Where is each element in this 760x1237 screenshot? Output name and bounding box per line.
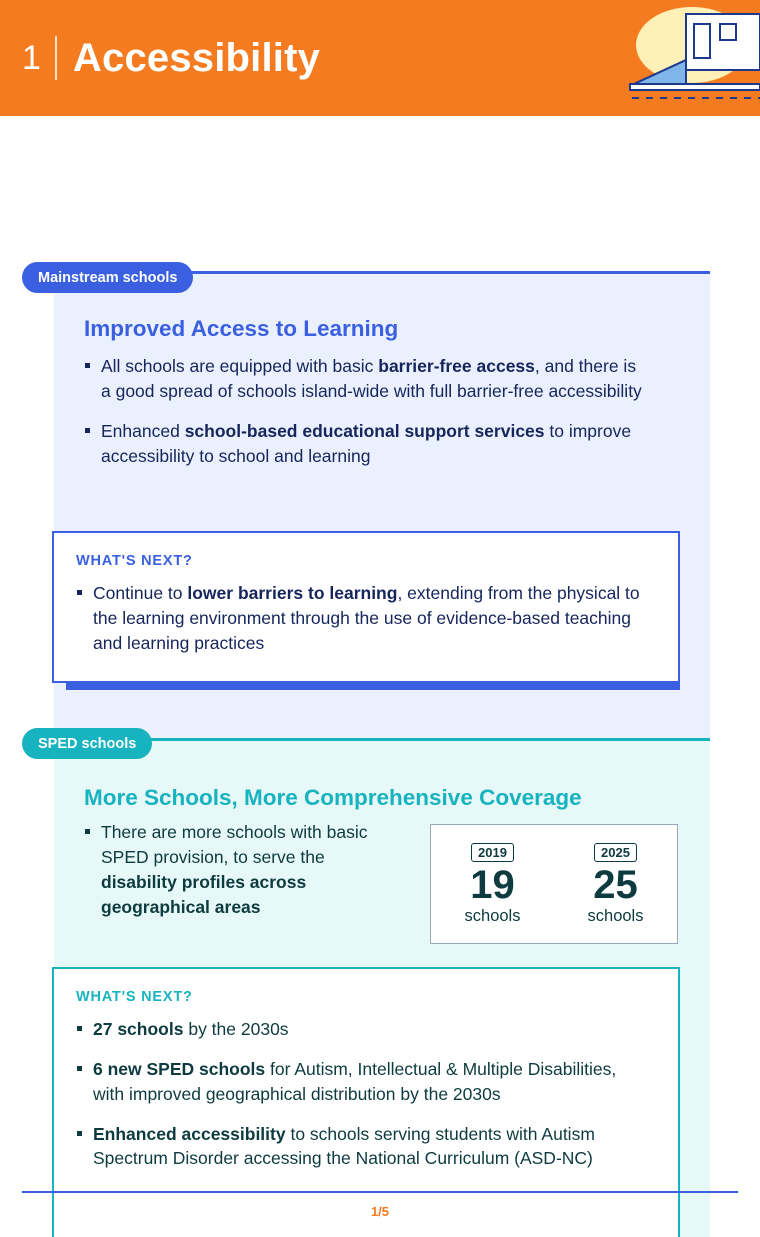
mainstream-whats-next-box bbox=[52, 531, 680, 683]
page-header bbox=[0, 0, 760, 116]
list-item: 6 new SPED schools for Autism, Intellectual & Multiple Disabilities, with improved geographical distribution by the 2030s bbox=[76, 1057, 641, 1107]
sped-stats-card bbox=[430, 824, 678, 944]
sped-bullet-list bbox=[84, 820, 384, 919]
sped-whats-next-box bbox=[52, 967, 680, 1237]
sped-whats-next-list bbox=[76, 1017, 641, 1171]
stat-value: 19 bbox=[470, 862, 515, 907]
mainstream-accent-bar bbox=[66, 682, 680, 690]
stat-value: 25 bbox=[593, 862, 638, 907]
whats-next-label: WHAT'S NEXT? bbox=[76, 989, 193, 1005]
list-item: Enhanced school-based educational support services to improve accessibility to school and learning bbox=[84, 419, 649, 469]
mainstream-section-title: Improved Access to Learning bbox=[84, 316, 399, 341]
list-item: 27 schools by the 2030s bbox=[76, 1017, 641, 1042]
mainstream-bullet-list bbox=[84, 354, 649, 468]
stat-2025 bbox=[588, 843, 644, 926]
list-item: Continue to lower barriers to learning, extending from the physical to the learning environment through the use of evidence-based teaching and learning practices bbox=[76, 581, 646, 656]
whats-next-label: WHAT'S NEXT? bbox=[76, 553, 193, 569]
sped-section-title: More Schools, More Comprehensive Coverage bbox=[84, 785, 582, 810]
mainstream-whats-next-list bbox=[76, 581, 646, 656]
page-number: 1/5 bbox=[370, 1204, 390, 1219]
page-title: Accessibility bbox=[72, 36, 321, 80]
tag-mainstream-schools: Mainstream schools bbox=[22, 262, 193, 293]
stat-unit: schools bbox=[464, 906, 521, 925]
stat-year: 2019 bbox=[471, 843, 514, 862]
school-building-icon bbox=[620, 0, 760, 116]
list-item: There are more schools with basic SPED provision, to serve the disability profiles across geographical areas bbox=[84, 820, 384, 919]
stat-2019 bbox=[465, 843, 521, 926]
tag-sped-schools: SPED schools bbox=[22, 728, 152, 759]
stat-year: 2025 bbox=[594, 843, 637, 862]
list-item: All schools are equipped with basic barrier-free access, and there is a good spread of schools island-wide with full barrier-free accessibility bbox=[84, 354, 649, 404]
header-divider bbox=[55, 36, 57, 80]
header-number: 1 bbox=[22, 39, 41, 77]
stat-unit: schools bbox=[587, 906, 644, 925]
list-item: Enhanced accessibility to schools serving students with Autism Spectrum Disorder accessing the National Curriculum (ASD-NC) bbox=[76, 1122, 641, 1172]
footer-divider bbox=[22, 1191, 738, 1193]
